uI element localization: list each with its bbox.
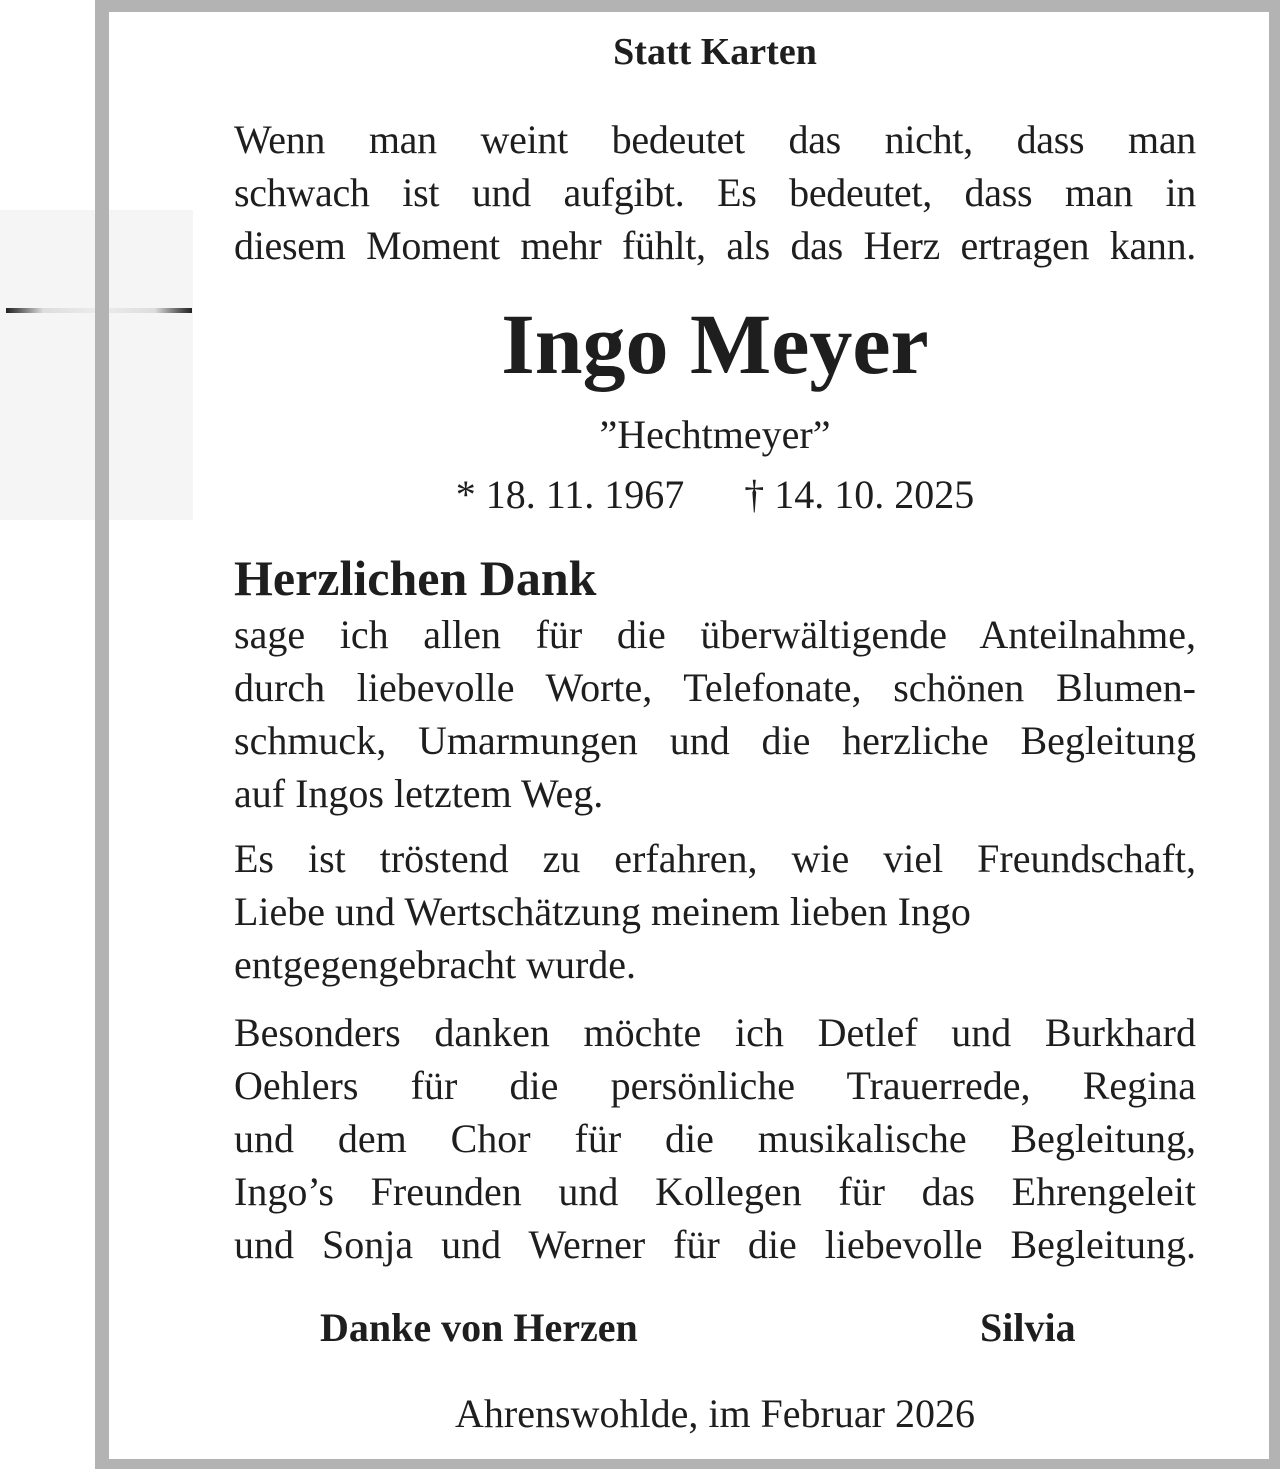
- paragraph-line: und Sonja und Werner für die liebevolle Begleitung.: [234, 1222, 1196, 1267]
- paragraph-line: Es ist tröstend zu erfahren, wie viel Freundschaft,: [234, 836, 1196, 881]
- paragraph-line: Ingo’s Freunden und Kollegen für das Ehrengeleit: [234, 1169, 1196, 1214]
- paragraph-line: sage ich allen für die überwältigende Anteilnahme,: [234, 612, 1196, 657]
- deceased-name: Ingo Meyer: [501, 296, 929, 392]
- paragraph-line: auf Ingos letztem Weg.: [234, 771, 604, 816]
- quote-line: schwach ist und aufgibt. Es bedeutet, dass man in: [234, 170, 1196, 215]
- paragraph-line: Oehlers für die persönliche Trauerrede, Regina: [234, 1063, 1196, 1108]
- paragraph-line: entgegengebracht wurde.: [234, 942, 637, 987]
- life-dates: [234, 470, 1196, 520]
- paragraph-line: Liebe und Wertschätzung meinem lieben Ingo: [234, 889, 971, 934]
- quote-line: diesem Moment mehr fühlt, als das Herz ertragen kann.: [234, 223, 1196, 268]
- quote-line: Wenn man weint bedeutet das nicht, dass man: [234, 117, 1196, 162]
- place-and-date: Ahrenswohlde, im Februar 2026: [455, 1391, 975, 1436]
- notice-header: Statt Karten: [613, 31, 817, 73]
- deceased-nickname: ”Hechtmeyer”: [599, 412, 831, 457]
- paragraph-line: schmuck, Umarmungen und die herzliche Begleitung: [234, 718, 1196, 763]
- thanks-heading: Herzlichen Dank: [234, 550, 597, 606]
- paragraph-line: durch liebevolle Worte, Telefonate, schönen Blumen-: [234, 665, 1196, 710]
- signature-closing: Danke von Herzen: [320, 1305, 638, 1350]
- thanks-paragraph-1: [234, 608, 1196, 820]
- paragraph-line: und dem Chor für die musikalische Begleitung,: [234, 1116, 1196, 1161]
- death-date: † 14. 10. 2025: [744, 472, 975, 517]
- thanks-paragraph-2: [234, 832, 1196, 991]
- birth-date: * 18. 11. 1967: [455, 472, 685, 517]
- thanks-paragraph-3: [234, 1006, 1196, 1271]
- signature-name: Silvia: [980, 1305, 1076, 1350]
- paragraph-line: Besonders danken möchte ich Detlef und Burkhard: [234, 1010, 1196, 1055]
- memorial-quote: [234, 113, 1196, 272]
